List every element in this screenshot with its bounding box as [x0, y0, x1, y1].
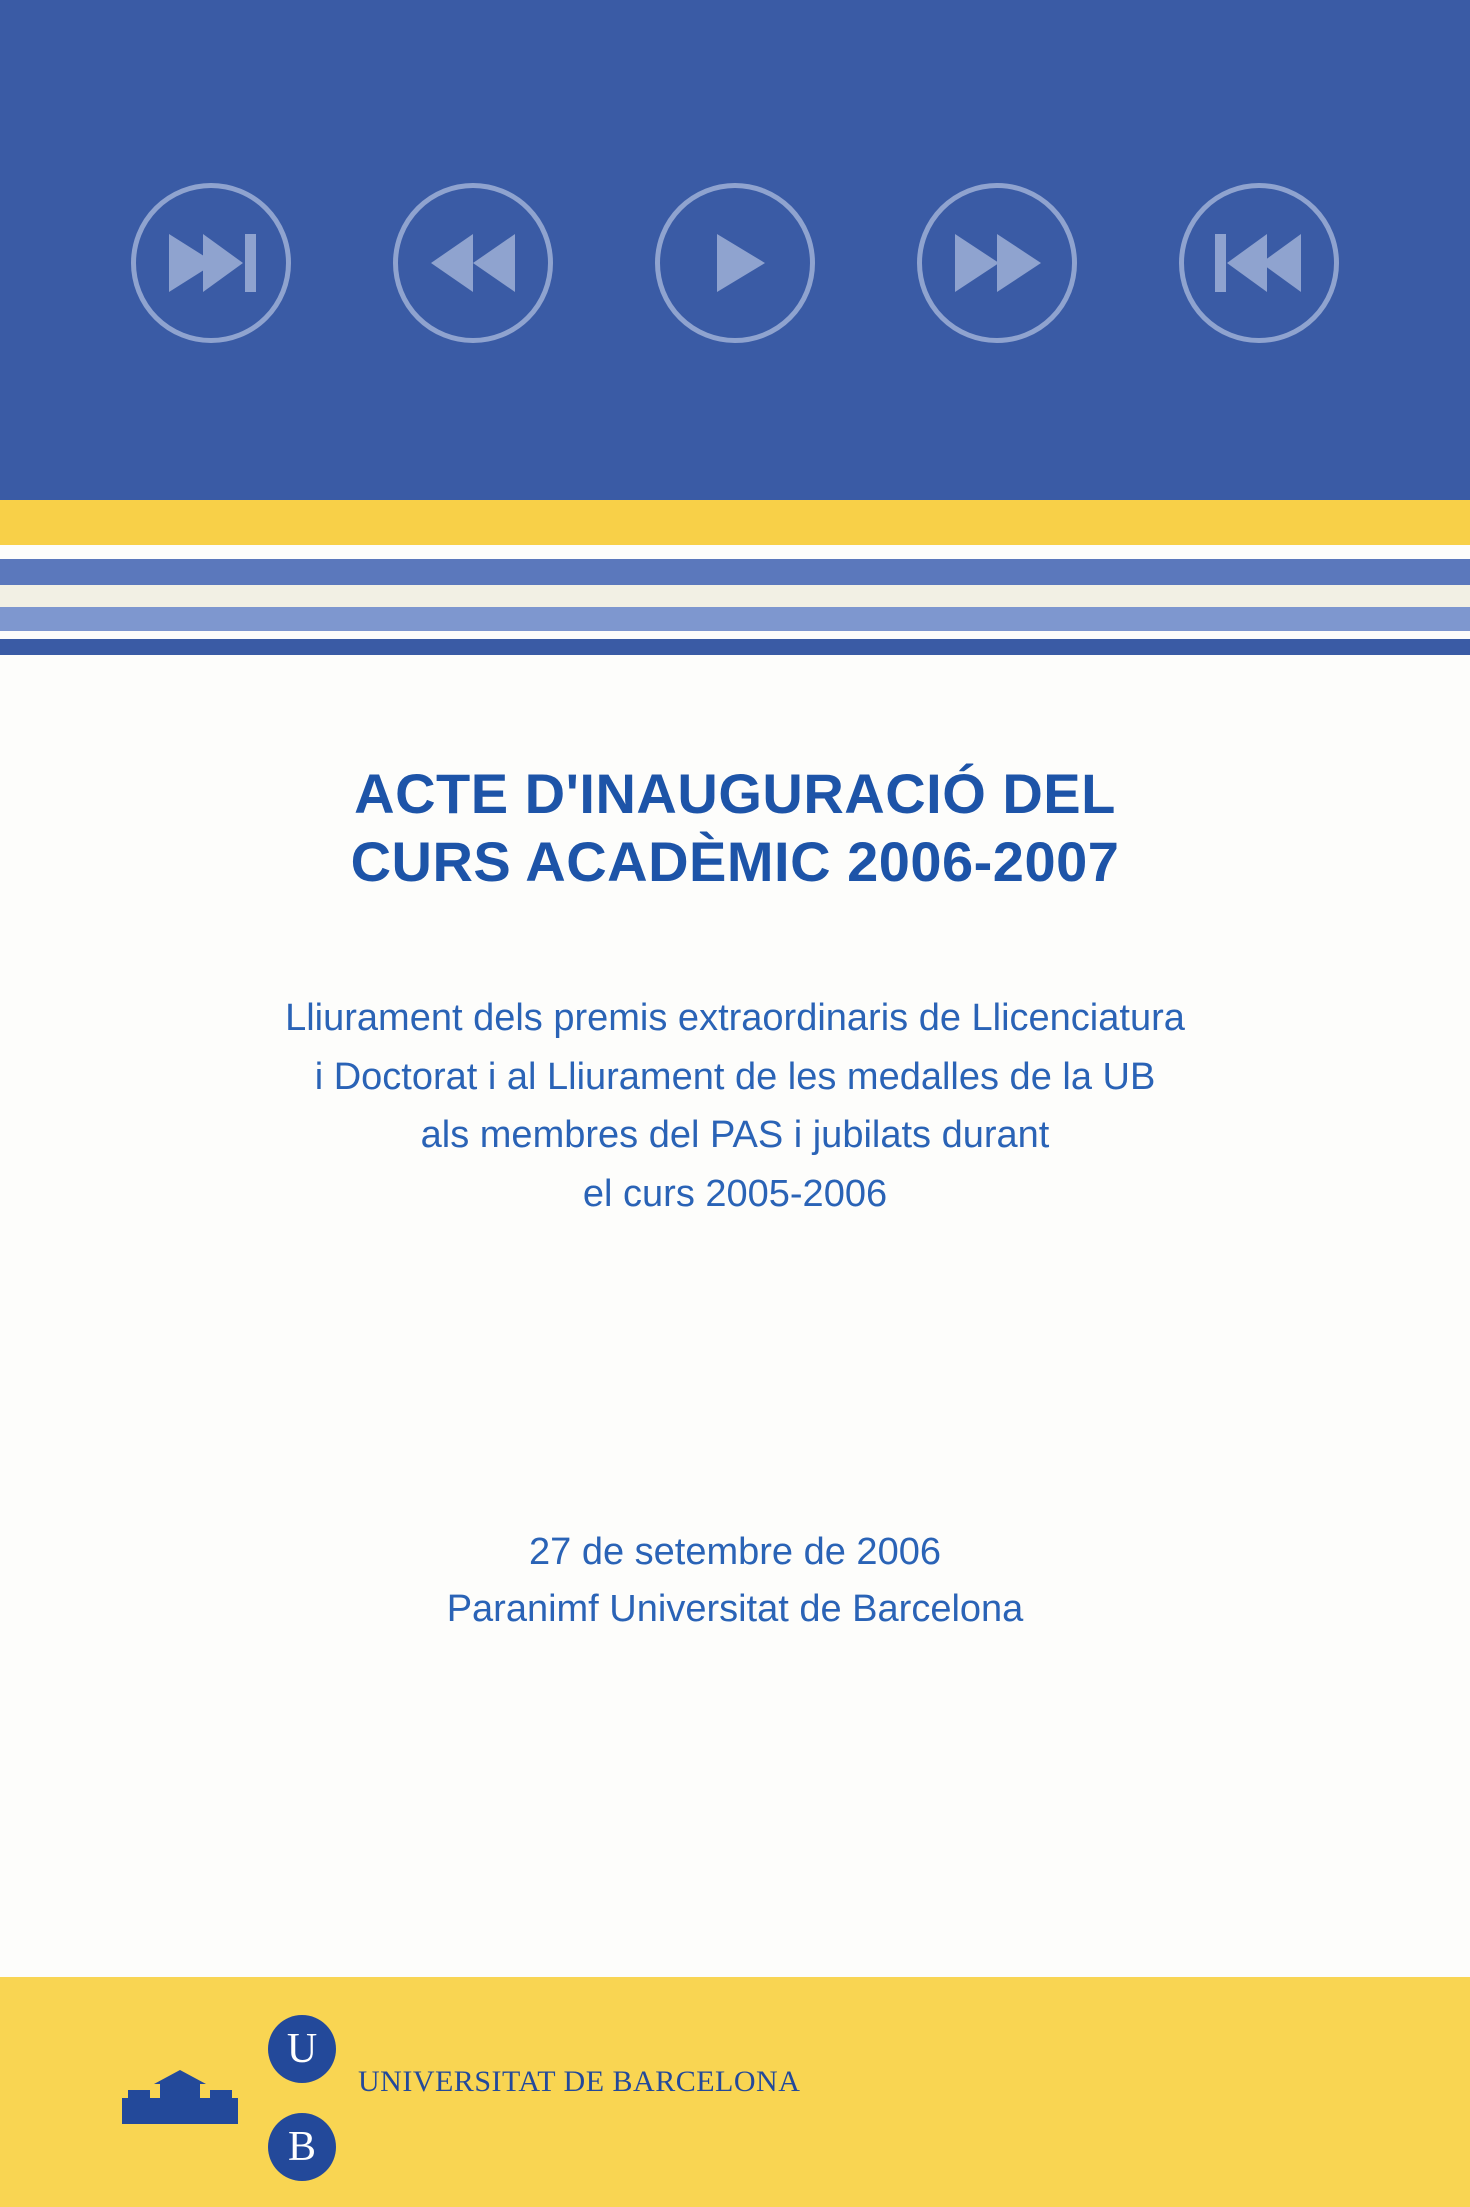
rewind-icon: [393, 183, 553, 343]
page-title: [160, 760, 1310, 897]
divider-stripe-white-upper: [0, 545, 1470, 559]
skip-backward-icon: [1179, 183, 1339, 343]
footer-logo-group: [120, 2015, 801, 2181]
divider-stripe-blue-upper: [0, 559, 1470, 585]
institution-name: UNIVERSITAT DE BARCELONA: [358, 2065, 801, 2098]
divider-stripe-yellow: [0, 500, 1470, 545]
subtitle-line: Lliurament dels premis extraordinaris de Llicenciatura: [285, 996, 1185, 1039]
media-icon-row: [0, 175, 1470, 350]
fast-forward-icon: [917, 183, 1077, 343]
university-building-icon: [120, 2068, 240, 2129]
subtitle-line: als membres del PAS i jubilats durant: [420, 1114, 1050, 1157]
title-line-1: ACTE D'INAUGURACIÓ DEL: [354, 762, 1116, 825]
subtitle-line: i Doctorat i al Lliurament de les medalles de la UB: [314, 1055, 1156, 1098]
divider-stripe-blue-lower: [0, 639, 1470, 655]
event-venue: Paranimf Universitat de Barcelona: [446, 1588, 1024, 1631]
divider-stripe-white-lower: [0, 631, 1470, 639]
event-details: [145, 1524, 1325, 1638]
divider-stripe-cream: [0, 585, 1470, 607]
poster-content: [0, 760, 1470, 1638]
play-icon: [655, 183, 815, 343]
footer-band: [0, 1977, 1470, 2207]
subtitle-line: el curs 2005-2006: [582, 1173, 888, 1216]
header-band: [0, 0, 1470, 500]
ub-logo: [268, 2015, 801, 2181]
ub-logo-letter-b: B: [268, 2113, 336, 2181]
ub-logo-letter-u: U: [268, 2015, 336, 2083]
event-date: 27 de setembre de 2006: [529, 1531, 941, 1574]
title-line-2: CURS ACADÈMIC 2006-2007: [350, 830, 1120, 894]
subtitle-block: [145, 989, 1325, 1225]
divider-stripe-blue-middle: [0, 607, 1470, 631]
skip-forward-icon: [131, 183, 291, 343]
